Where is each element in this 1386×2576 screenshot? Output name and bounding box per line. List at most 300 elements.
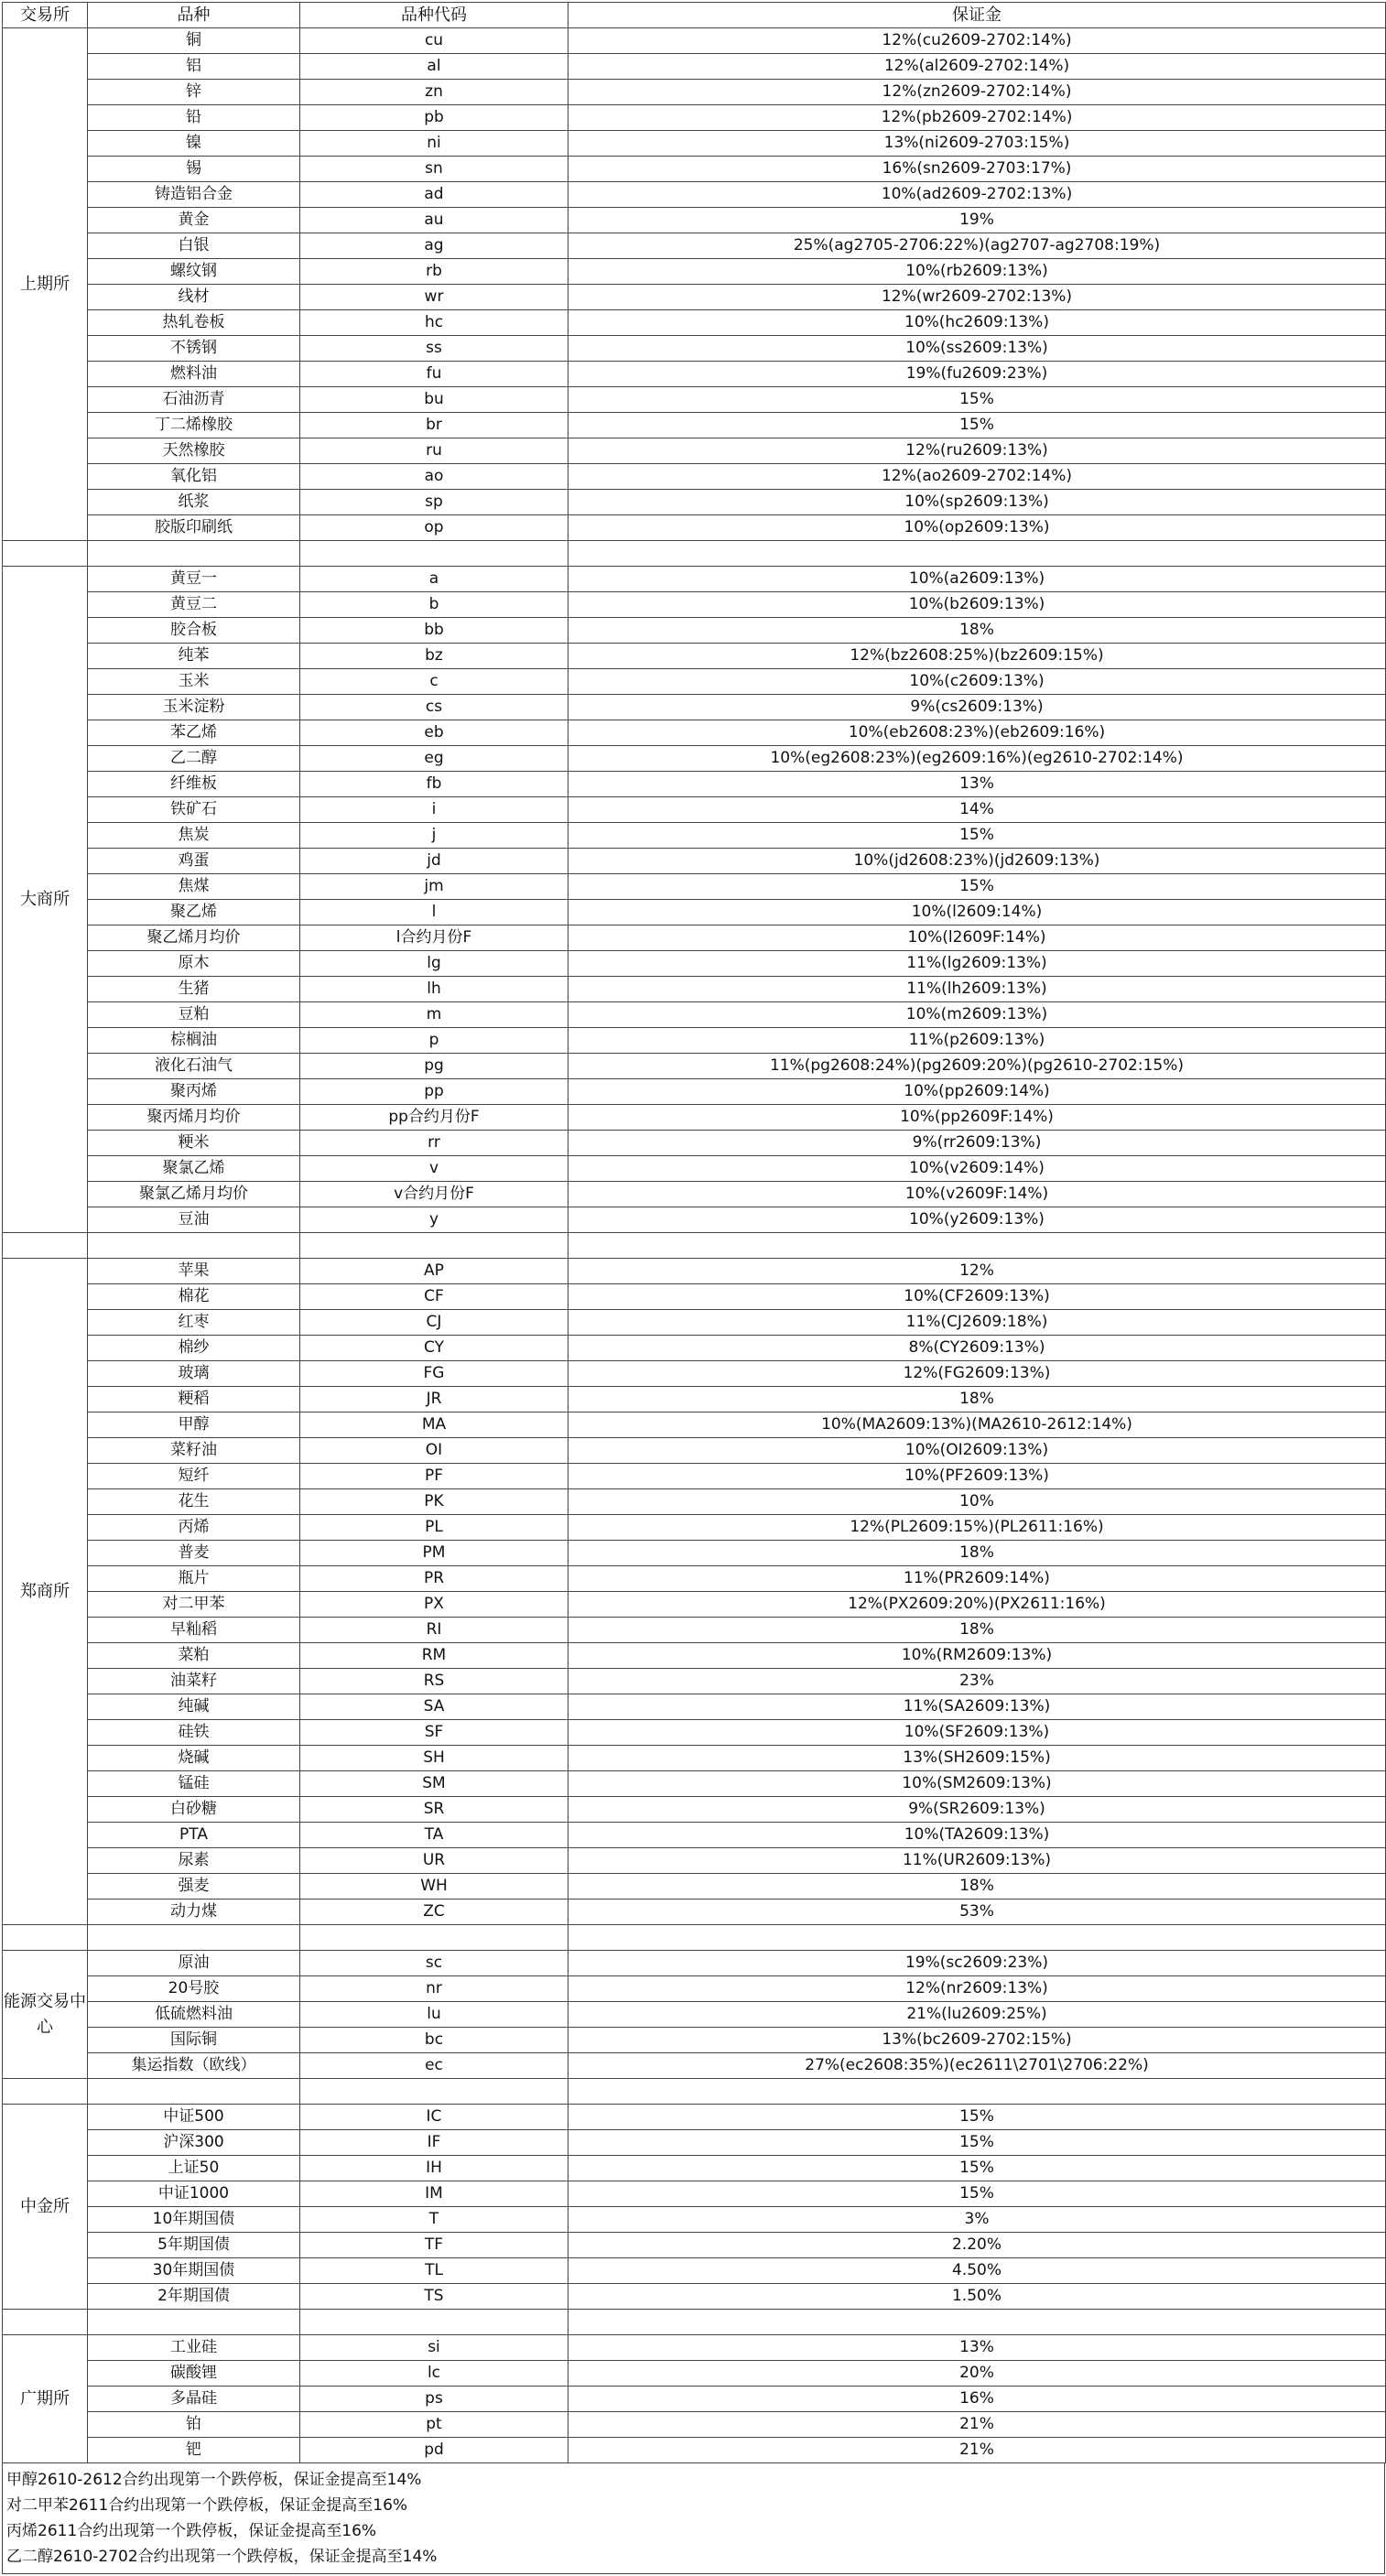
code-cell: TF xyxy=(300,2233,568,2258)
table-row xyxy=(3,413,1386,438)
margin-cell: 12%(nr2609:13%) xyxy=(568,1976,1386,2002)
code-cell: AP xyxy=(300,1259,568,1284)
variety-cell: 铜 xyxy=(88,28,300,54)
margin-cell: 15% xyxy=(568,2105,1386,2130)
code-cell: op xyxy=(300,515,568,541)
margin-cell: 13% xyxy=(568,772,1386,797)
margin-cell: 21% xyxy=(568,2438,1386,2463)
margin-cell: 10%(b2609:13%) xyxy=(568,592,1386,618)
margin-cell: 13%(bc2609-2702:15%) xyxy=(568,2028,1386,2053)
code-cell: eg xyxy=(300,746,568,772)
code-cell: j xyxy=(300,823,568,849)
table-row xyxy=(3,2361,1386,2387)
empty-cell xyxy=(3,1233,88,1259)
margin-cell: 11%(CJ2609:18%) xyxy=(568,1310,1386,1336)
code-cell: ZC xyxy=(300,1900,568,1925)
margin-cell: 15% xyxy=(568,387,1386,413)
empty-cell xyxy=(88,541,300,567)
table-row xyxy=(3,1412,1386,1438)
table-row xyxy=(3,746,1386,772)
table-row xyxy=(3,1951,1386,1976)
margin-cell: 11%(lh2609:13%) xyxy=(568,977,1386,1002)
variety-cell: 低硫燃料油 xyxy=(88,2002,300,2028)
margin-cell: 10%(y2609:13%) xyxy=(568,1207,1386,1233)
margin-cell: 10%(a2609:13%) xyxy=(568,567,1386,592)
margin-cell: 15% xyxy=(568,2181,1386,2207)
margin-cell: 10%(v2609:14%) xyxy=(568,1156,1386,1182)
variety-cell: 液化石油气 xyxy=(88,1054,300,1079)
variety-cell: 油菜籽 xyxy=(88,1669,300,1694)
margin-cell: 19%(sc2609:23%) xyxy=(568,1951,1386,1976)
variety-cell: 铅 xyxy=(88,105,300,131)
variety-cell: 对二甲苯 xyxy=(88,1592,300,1618)
table-row xyxy=(3,797,1386,823)
margin-cell: 15% xyxy=(568,874,1386,900)
code-cell: bz xyxy=(300,644,568,669)
margin-cell: 10%(TA2609:13%) xyxy=(568,1823,1386,1848)
table-row xyxy=(3,567,1386,592)
table-row xyxy=(3,233,1386,259)
variety-cell: 2年期国债 xyxy=(88,2284,300,2310)
table-row xyxy=(3,1310,1386,1336)
table-row xyxy=(3,644,1386,669)
variety-cell: 铝 xyxy=(88,54,300,80)
note-line: 对二甲苯2611合约出现第一个跌停板，保证金提高至16% xyxy=(6,2496,408,2515)
table-row xyxy=(3,2130,1386,2156)
variety-cell: 玻璃 xyxy=(88,1361,300,1387)
margin-cell: 13%(ni2609-2703:15%) xyxy=(568,131,1386,157)
table-row xyxy=(3,1694,1386,1720)
table-row xyxy=(3,1336,1386,1361)
header-exchange: 交易所 xyxy=(3,3,88,28)
code-cell: rb xyxy=(300,259,568,285)
code-cell: pb xyxy=(300,105,568,131)
code-cell: bb xyxy=(300,618,568,644)
variety-cell: 线材 xyxy=(88,285,300,310)
code-cell: sp xyxy=(300,490,568,515)
margin-cell: 11%(PR2609:14%) xyxy=(568,1566,1386,1592)
table-row xyxy=(3,285,1386,310)
code-cell: lg xyxy=(300,951,568,977)
margin-cell: 12%(al2609-2702:14%) xyxy=(568,54,1386,80)
margin-cell: 10%(sp2609:13%) xyxy=(568,490,1386,515)
code-cell: jm xyxy=(300,874,568,900)
variety-cell: 纯碱 xyxy=(88,1694,300,1720)
empty-cell xyxy=(568,1233,1386,1259)
margin-cell: 21% xyxy=(568,2412,1386,2438)
variety-cell: 黄豆二 xyxy=(88,592,300,618)
table-row xyxy=(3,1464,1386,1489)
variety-cell: 黄金 xyxy=(88,208,300,233)
table-row xyxy=(3,951,1386,977)
empty-cell xyxy=(3,541,88,567)
table-row xyxy=(3,1489,1386,1515)
code-cell: TS xyxy=(300,2284,568,2310)
exchange-cell: 中金所 xyxy=(3,2105,88,2310)
code-cell: ec xyxy=(300,2053,568,2079)
empty-cell xyxy=(300,1925,568,1951)
margin-cell: 10%(PF2609:13%) xyxy=(568,1464,1386,1489)
table-row xyxy=(3,1131,1386,1156)
code-cell: CF xyxy=(300,1284,568,1310)
empty-cell xyxy=(300,541,568,567)
variety-cell: 玉米淀粉 xyxy=(88,695,300,720)
table-row xyxy=(3,695,1386,720)
code-cell: nr xyxy=(300,1976,568,2002)
table-row xyxy=(3,2053,1386,2079)
code-cell: ni xyxy=(300,131,568,157)
code-cell: b xyxy=(300,592,568,618)
table-row xyxy=(3,669,1386,695)
variety-cell: 纯苯 xyxy=(88,644,300,669)
variety-cell: 天然橡胶 xyxy=(88,438,300,464)
variety-cell: 棉花 xyxy=(88,1284,300,1310)
variety-cell: 聚丙烯月均价 xyxy=(88,1105,300,1131)
empty-cell xyxy=(88,2079,300,2105)
code-cell: PR xyxy=(300,1566,568,1592)
code-cell: UR xyxy=(300,1848,568,1874)
margin-cell: 15% xyxy=(568,2130,1386,2156)
variety-cell: 聚乙烯月均价 xyxy=(88,925,300,951)
variety-cell: 丁二烯橡胶 xyxy=(88,413,300,438)
exchange-cell: 能源交易中心 xyxy=(3,1951,88,2079)
variety-cell: 上证50 xyxy=(88,2156,300,2181)
variety-cell: 氧化铝 xyxy=(88,464,300,490)
table-row xyxy=(3,1823,1386,1848)
code-cell: sn xyxy=(300,157,568,182)
variety-cell: 铁矿石 xyxy=(88,797,300,823)
margin-cell: 13%(SH2609:15%) xyxy=(568,1746,1386,1771)
code-cell: WH xyxy=(300,1874,568,1900)
margin-cell: 23% xyxy=(568,1669,1386,1694)
variety-cell: 乙二醇 xyxy=(88,746,300,772)
spacer-row xyxy=(3,1233,1386,1259)
margin-cell: 15% xyxy=(568,413,1386,438)
table-row xyxy=(3,2156,1386,2181)
margin-cell: 18% xyxy=(568,1618,1386,1643)
margin-table-body xyxy=(3,3,1386,2463)
note-line: 丙烯2611合约出现第一个跌停板，保证金提高至16% xyxy=(6,2522,377,2540)
table-row xyxy=(3,1746,1386,1771)
margin-cell: 2.20% xyxy=(568,2233,1386,2258)
variety-cell: 鸡蛋 xyxy=(88,849,300,874)
table-row xyxy=(3,1720,1386,1746)
variety-cell: 豆粕 xyxy=(88,1002,300,1028)
table-row xyxy=(3,1079,1386,1105)
table-row xyxy=(3,1900,1386,1925)
notes-panel xyxy=(2,2463,1385,2574)
code-cell: CY xyxy=(300,1336,568,1361)
exchange-cell: 郑商所 xyxy=(3,1259,88,1925)
margin-cell: 18% xyxy=(568,618,1386,644)
variety-cell: 锡 xyxy=(88,157,300,182)
variety-cell: 生猪 xyxy=(88,977,300,1002)
margin-cell: 19%(fu2609:23%) xyxy=(568,362,1386,387)
table-row xyxy=(3,208,1386,233)
code-cell: rr xyxy=(300,1131,568,1156)
margin-cell: 13% xyxy=(568,2335,1386,2361)
code-cell: wr xyxy=(300,285,568,310)
table-row xyxy=(3,925,1386,951)
empty-cell xyxy=(568,541,1386,567)
table-row xyxy=(3,720,1386,746)
code-cell: TL xyxy=(300,2258,568,2284)
margin-cell: 10%(hc2609:13%) xyxy=(568,310,1386,336)
table-row xyxy=(3,2181,1386,2207)
table-row xyxy=(3,1361,1386,1387)
table-row xyxy=(3,2002,1386,2028)
code-cell: pt xyxy=(300,2412,568,2438)
code-cell: eb xyxy=(300,720,568,746)
code-cell: bu xyxy=(300,387,568,413)
empty-cell xyxy=(88,1233,300,1259)
empty-cell xyxy=(88,2310,300,2335)
code-cell: y xyxy=(300,1207,568,1233)
table-row xyxy=(3,310,1386,336)
code-cell: SR xyxy=(300,1797,568,1823)
code-cell: PK xyxy=(300,1489,568,1515)
code-cell: pp xyxy=(300,1079,568,1105)
table-row xyxy=(3,464,1386,490)
table-row xyxy=(3,54,1386,80)
code-cell: SA xyxy=(300,1694,568,1720)
variety-cell: 聚氯乙烯月均价 xyxy=(88,1182,300,1207)
variety-cell: 聚丙烯 xyxy=(88,1079,300,1105)
table-row xyxy=(3,515,1386,541)
spacer-row xyxy=(3,2310,1386,2335)
variety-cell: 苯乙烯 xyxy=(88,720,300,746)
spacer-row xyxy=(3,2079,1386,2105)
variety-cell: 瓶片 xyxy=(88,1566,300,1592)
variety-cell: 焦煤 xyxy=(88,874,300,900)
code-cell: T xyxy=(300,2207,568,2233)
margin-cell: 10%(SF2609:13%) xyxy=(568,1720,1386,1746)
margin-cell: 11%(SA2609:13%) xyxy=(568,1694,1386,1720)
code-cell: SH xyxy=(300,1746,568,1771)
variety-cell: 铂 xyxy=(88,2412,300,2438)
code-cell: ao xyxy=(300,464,568,490)
table-row xyxy=(3,157,1386,182)
code-cell: FG xyxy=(300,1361,568,1387)
table-row xyxy=(3,1156,1386,1182)
table-row xyxy=(3,2258,1386,2284)
margin-cell: 12%(zn2609-2702:14%) xyxy=(568,80,1386,105)
margin-cell: 10%(OI2609:13%) xyxy=(568,1438,1386,1464)
margin-cell: 10%(RM2609:13%) xyxy=(568,1643,1386,1669)
spacer-row xyxy=(3,1925,1386,1951)
margin-cell: 10%(l2609F:14%) xyxy=(568,925,1386,951)
table-row xyxy=(3,1515,1386,1541)
margin-cell: 18% xyxy=(568,1387,1386,1412)
code-cell: v xyxy=(300,1156,568,1182)
table-row xyxy=(3,1002,1386,1028)
code-cell: fb xyxy=(300,772,568,797)
table-row xyxy=(3,182,1386,208)
margin-cell: 10%(SM2609:13%) xyxy=(568,1771,1386,1797)
code-cell: l xyxy=(300,900,568,925)
code-cell: zn xyxy=(300,80,568,105)
code-cell: IF xyxy=(300,2130,568,2156)
empty-cell xyxy=(3,1925,88,1951)
variety-cell: 螺纹钢 xyxy=(88,259,300,285)
empty-cell xyxy=(568,1925,1386,1951)
table-row xyxy=(3,2105,1386,2130)
exchange-cell: 上期所 xyxy=(3,28,88,541)
code-cell: PM xyxy=(300,1541,568,1566)
variety-cell: 花生 xyxy=(88,1489,300,1515)
variety-cell: 原木 xyxy=(88,951,300,977)
table-row xyxy=(3,1643,1386,1669)
table-row xyxy=(3,2233,1386,2258)
variety-cell: 菜籽油 xyxy=(88,1438,300,1464)
code-cell: ru xyxy=(300,438,568,464)
code-cell: IC xyxy=(300,2105,568,2130)
code-cell: RM xyxy=(300,1643,568,1669)
code-cell: p xyxy=(300,1028,568,1054)
table-row xyxy=(3,2335,1386,2361)
table-row xyxy=(3,387,1386,413)
margin-cell: 3% xyxy=(568,2207,1386,2233)
variety-cell: 碳酸锂 xyxy=(88,2361,300,2387)
table-row xyxy=(3,1054,1386,1079)
exchange-cell: 大商所 xyxy=(3,567,88,1233)
variety-cell: 热轧卷板 xyxy=(88,310,300,336)
variety-cell: 聚乙烯 xyxy=(88,900,300,925)
table-row xyxy=(3,1874,1386,1900)
margin-cell: 18% xyxy=(568,1874,1386,1900)
code-cell: br xyxy=(300,413,568,438)
variety-cell: 动力煤 xyxy=(88,1900,300,1925)
margin-cell: 12%(cu2609-2702:14%) xyxy=(568,28,1386,54)
table-row xyxy=(3,131,1386,157)
code-cell: pg xyxy=(300,1054,568,1079)
empty-cell xyxy=(568,2079,1386,2105)
variety-cell: 铸造铝合金 xyxy=(88,182,300,208)
code-cell: v合约月份F xyxy=(300,1182,568,1207)
margin-cell: 12%(pb2609-2702:14%) xyxy=(568,105,1386,131)
variety-cell: 10年期国债 xyxy=(88,2207,300,2233)
margin-cell: 10%(pp2609:14%) xyxy=(568,1079,1386,1105)
margin-cell: 10%(op2609:13%) xyxy=(568,515,1386,541)
margin-cell: 12%(PL2609:15%)(PL2611:16%) xyxy=(568,1515,1386,1541)
table-row xyxy=(3,2028,1386,2053)
variety-cell: 焦炭 xyxy=(88,823,300,849)
margin-cell: 11%(UR2609:13%) xyxy=(568,1848,1386,1874)
empty-cell xyxy=(300,2079,568,2105)
margin-cell: 27%(ec2608:35%)(ec2611\2701\2706:22%) xyxy=(568,2053,1386,2079)
table-row xyxy=(3,772,1386,797)
table-row xyxy=(3,80,1386,105)
variety-cell: 胶版印刷纸 xyxy=(88,515,300,541)
table-row xyxy=(3,2412,1386,2438)
table-row xyxy=(3,438,1386,464)
code-cell: MA xyxy=(300,1412,568,1438)
table-row xyxy=(3,1797,1386,1823)
variety-cell: 30年期国债 xyxy=(88,2258,300,2284)
variety-cell: 聚氯乙烯 xyxy=(88,1156,300,1182)
variety-cell: 玉米 xyxy=(88,669,300,695)
margin-table xyxy=(2,2,1386,2463)
variety-cell: 尿素 xyxy=(88,1848,300,1874)
margin-cell: 9%(SR2609:13%) xyxy=(568,1797,1386,1823)
variety-cell: 白银 xyxy=(88,233,300,259)
code-cell: CJ xyxy=(300,1310,568,1336)
variety-cell: 苹果 xyxy=(88,1259,300,1284)
margin-cell: 14% xyxy=(568,797,1386,823)
note-line: 乙二醇2610-2702合约出现第一个跌停板，保证金提高至14% xyxy=(6,2548,438,2566)
variety-cell: 石油沥青 xyxy=(88,387,300,413)
header-code: 品种代码 xyxy=(300,3,568,28)
margin-cell: 11%(p2609:13%) xyxy=(568,1028,1386,1054)
margin-cell: 21%(lu2609:25%) xyxy=(568,2002,1386,2028)
code-cell: bc xyxy=(300,2028,568,2053)
code-cell: sc xyxy=(300,1951,568,1976)
variety-cell: 纤维板 xyxy=(88,772,300,797)
code-cell: ss xyxy=(300,336,568,362)
spacer-row xyxy=(3,541,1386,567)
empty-cell xyxy=(300,2310,568,2335)
code-cell: lc xyxy=(300,2361,568,2387)
code-cell: lh xyxy=(300,977,568,1002)
code-cell: RS xyxy=(300,1669,568,1694)
code-cell: PL xyxy=(300,1515,568,1541)
code-cell: c xyxy=(300,669,568,695)
code-cell: ps xyxy=(300,2387,568,2412)
variety-cell: 锌 xyxy=(88,80,300,105)
margin-cell: 11%(lg2609:13%) xyxy=(568,951,1386,977)
code-cell: ad xyxy=(300,182,568,208)
margin-cell: 10%(jd2608:23%)(jd2609:13%) xyxy=(568,849,1386,874)
margin-cell: 12%(wr2609-2702:13%) xyxy=(568,285,1386,310)
variety-cell: 中证1000 xyxy=(88,2181,300,2207)
code-cell: SM xyxy=(300,1771,568,1797)
empty-cell xyxy=(88,1925,300,1951)
code-cell: cs xyxy=(300,695,568,720)
code-cell: OI xyxy=(300,1438,568,1464)
margin-cell: 10%(CF2609:13%) xyxy=(568,1284,1386,1310)
code-cell: pd xyxy=(300,2438,568,2463)
table-row xyxy=(3,2438,1386,2463)
code-cell: cu xyxy=(300,28,568,54)
margin-cell: 12%(bz2608:25%)(bz2609:15%) xyxy=(568,644,1386,669)
code-cell: fu xyxy=(300,362,568,387)
empty-cell xyxy=(3,2079,88,2105)
table-row xyxy=(3,362,1386,387)
table-row xyxy=(3,1771,1386,1797)
variety-cell: 国际铜 xyxy=(88,2028,300,2053)
margin-cell: 10%(m2609:13%) xyxy=(568,1002,1386,1028)
table-row xyxy=(3,1592,1386,1618)
table-row xyxy=(3,1566,1386,1592)
header-margin: 保证金 xyxy=(568,3,1386,28)
variety-cell: 烧碱 xyxy=(88,1746,300,1771)
table-row xyxy=(3,592,1386,618)
margin-cell: 15% xyxy=(568,2156,1386,2181)
margin-cell: 10%(MA2609:13%)(MA2610-2612:14%) xyxy=(568,1412,1386,1438)
margin-cell: 12% xyxy=(568,1259,1386,1284)
margin-cell: 1.50% xyxy=(568,2284,1386,2310)
variety-cell: 燃料油 xyxy=(88,362,300,387)
margin-cell: 11%(pg2608:24%)(pg2609:20%)(pg2610-2702:15%) xyxy=(568,1054,1386,1079)
margin-cell: 12%(FG2609:13%) xyxy=(568,1361,1386,1387)
table-row xyxy=(3,1028,1386,1054)
empty-cell xyxy=(3,2310,88,2335)
margin-cell: 9%(cs2609:13%) xyxy=(568,695,1386,720)
margin-cell: 12%(PX2609:20%)(PX2611:16%) xyxy=(568,1592,1386,1618)
margin-cell: 53% xyxy=(568,1900,1386,1925)
table-row xyxy=(3,28,1386,54)
code-cell: ag xyxy=(300,233,568,259)
